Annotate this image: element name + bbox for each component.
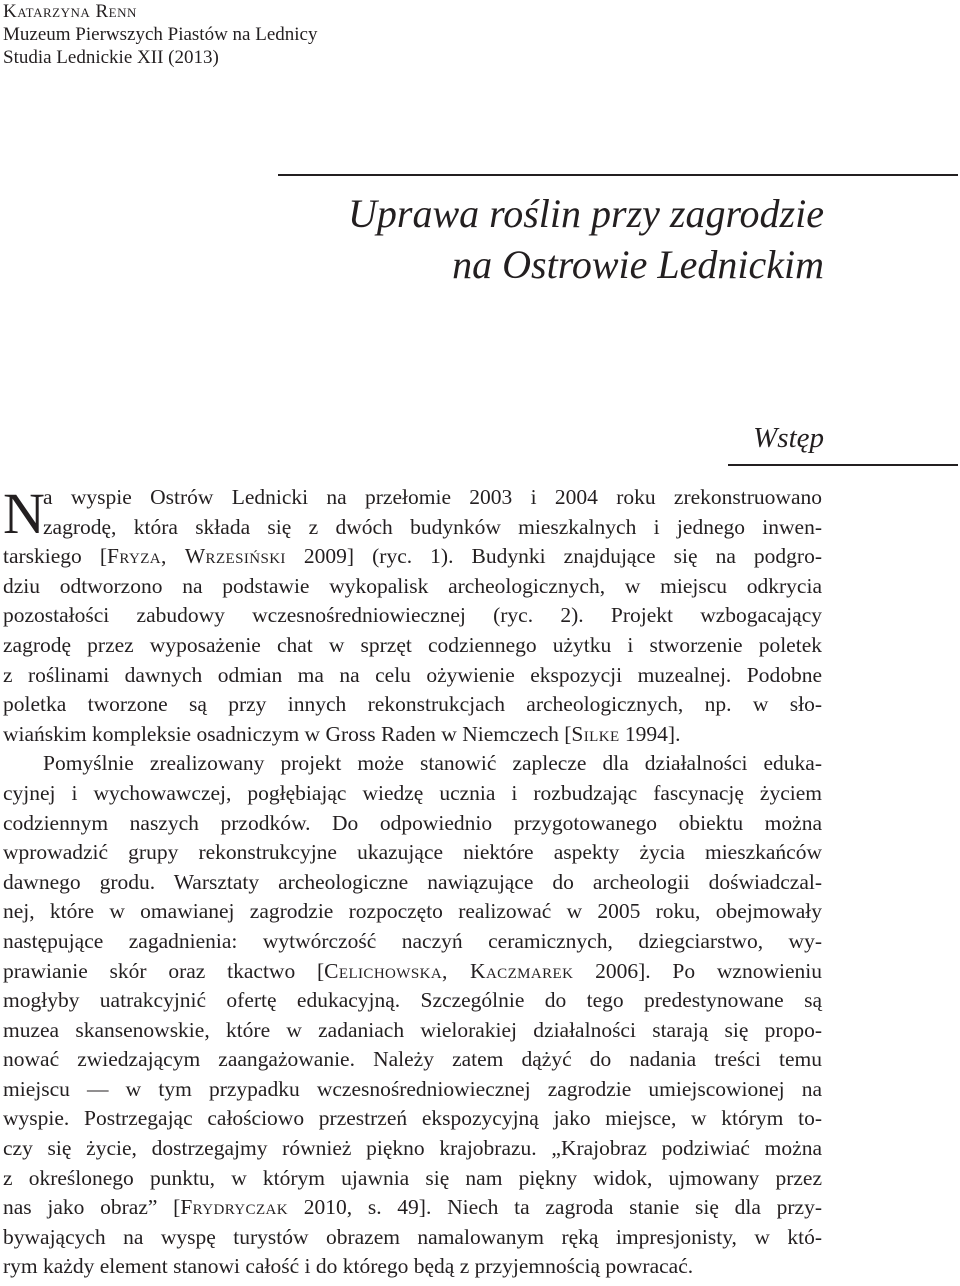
section-heading: Wstęp	[753, 422, 824, 454]
body-line: prawianie skór oraz tkactwo [Celichowska, Kaczmarek 2006]. Po wznowieniu	[3, 958, 822, 983]
body-line: codziennym naszych przodków. Do odpowiednio przygotowanego obiektu można	[3, 810, 822, 835]
body-line: bywających na wyspę turystów obrazem namalowanym ręką impresjonisty, w któ-	[3, 1224, 822, 1249]
citation-authors: Silke	[571, 721, 620, 746]
body-line: poletka tworzone są przy innych rekonstrukcjach archeologicznych, np. w sło-	[3, 692, 822, 717]
article-title	[348, 188, 824, 290]
body-line: wyspie. Postrzegając całościowo przestrzeń ekspozycyjną jako miejsce, w którym to-	[3, 1106, 822, 1131]
title-top-rule	[278, 174, 958, 176]
body-line: pozostałości zabudowy wczesnośredniowiecznej (ryc. 2). Projekt wzbogacający	[3, 603, 822, 628]
article-body	[3, 483, 822, 1282]
institution-name: Muzeum Pierwszych Piastów na Lednicy	[3, 24, 318, 45]
body-line: miejscu — w tym przypadku wczesnośredniowiecznej zagrodzie umiejscowionej na	[3, 1076, 822, 1101]
body-line: mogłyby uatrakcyjnić ofertę edukacyjną. Szczególnie do tego predestynowane są	[3, 988, 822, 1013]
section-heading-rule	[728, 464, 958, 466]
body-line: dziu odtworzono na podstawie wykopalisk archeologicznych, w miejscu odkrycia	[3, 573, 822, 598]
body-line: wiańskim kompleksie osadniczym w Gross Raden w Niemczech [Silke 1994].	[3, 721, 681, 746]
body-line: czy się życie, dostrzegajmy również piękno krajobrazu. „Krajobraz podziwiać można	[3, 1136, 822, 1161]
body-line: Pomyślnie zrealizowany projekt może stanowić zaplecze dla działalności eduka-	[43, 751, 822, 776]
author-name: Katarzyna Renn	[3, 1, 137, 22]
body-line: zagrodę przez wyposażenie chat w sprzęt codziennego użytku i stworzenie poletek	[3, 632, 822, 657]
body-line: z określonego punktu, w którym ujawnia się nam piękny widok, ujmowany przez	[3, 1165, 822, 1190]
page-header	[3, 0, 317, 69]
body-line: tarskiego [Fryza, Wrzesiński 2009] (ryc. 1). Budynki znajdujące się na podgro-	[3, 544, 823, 569]
body-line: wprowadzić grupy rekonstrukcyjne ukazujące niektóre aspekty życia mieszkańców	[3, 840, 822, 865]
body-line: następujące zagadnienia: wytwórczość naczyń ceramicznych, dziegciarstwo, wy-	[3, 928, 822, 953]
body-line: z roślinami dawnych odmian ma na celu ożywienie ekspozycji muzealnej. Podobne	[3, 662, 822, 687]
citation-authors: Celichowska, Kaczmarek	[324, 958, 574, 983]
citation-authors: Fryza, Wrzesiński	[107, 544, 286, 569]
journal-series: Studia Lednickie XII (2013)	[3, 47, 219, 68]
body-line: nas jako obraz” [Frydryczak 2010, s. 49]. Niech ta zagroda stanie się dla przy-	[3, 1195, 823, 1220]
body-line: rym każdy element stanowi całość i do którego będą z przyjemnością powracać.	[3, 1254, 694, 1279]
body-line: muzea skansenowskie, które w zadaniach wielorakiej działalności starają się propo-	[3, 1017, 822, 1042]
body-line: cyjnej i wychowawczej, pogłębiając wiedzę ucznia i rozbudzając fascynację życiem	[3, 780, 822, 805]
citation-authors: Frydryczak	[180, 1195, 288, 1220]
article-title-line-2: na Ostrowie Lednickim	[452, 242, 824, 287]
body-line: nować zwiedzającym zaangażowanie. Należy zatem dążyć do nadania treści temu	[3, 1047, 822, 1072]
drop-cap: N	[3, 481, 45, 546]
body-line: dawnego grodu. Warsztaty archeologiczne nawiązujące do archeologii doświadczal-	[3, 869, 822, 894]
body-line: a wyspie Ostrów Lednicki na przełomie 2003 i 2004 roku zrekonstruowano	[43, 485, 822, 509]
article-title-line-1: Uprawa roślin przy zagrodzie	[348, 191, 824, 236]
body-line: nej, które w omawianej zagrodzie rozpoczęto realizować w 2005 roku, obejmowały	[3, 899, 822, 924]
body-line: zagrodę, która składa się z dwóch budynków mieszkalnych i jednego inwen-	[43, 514, 822, 539]
